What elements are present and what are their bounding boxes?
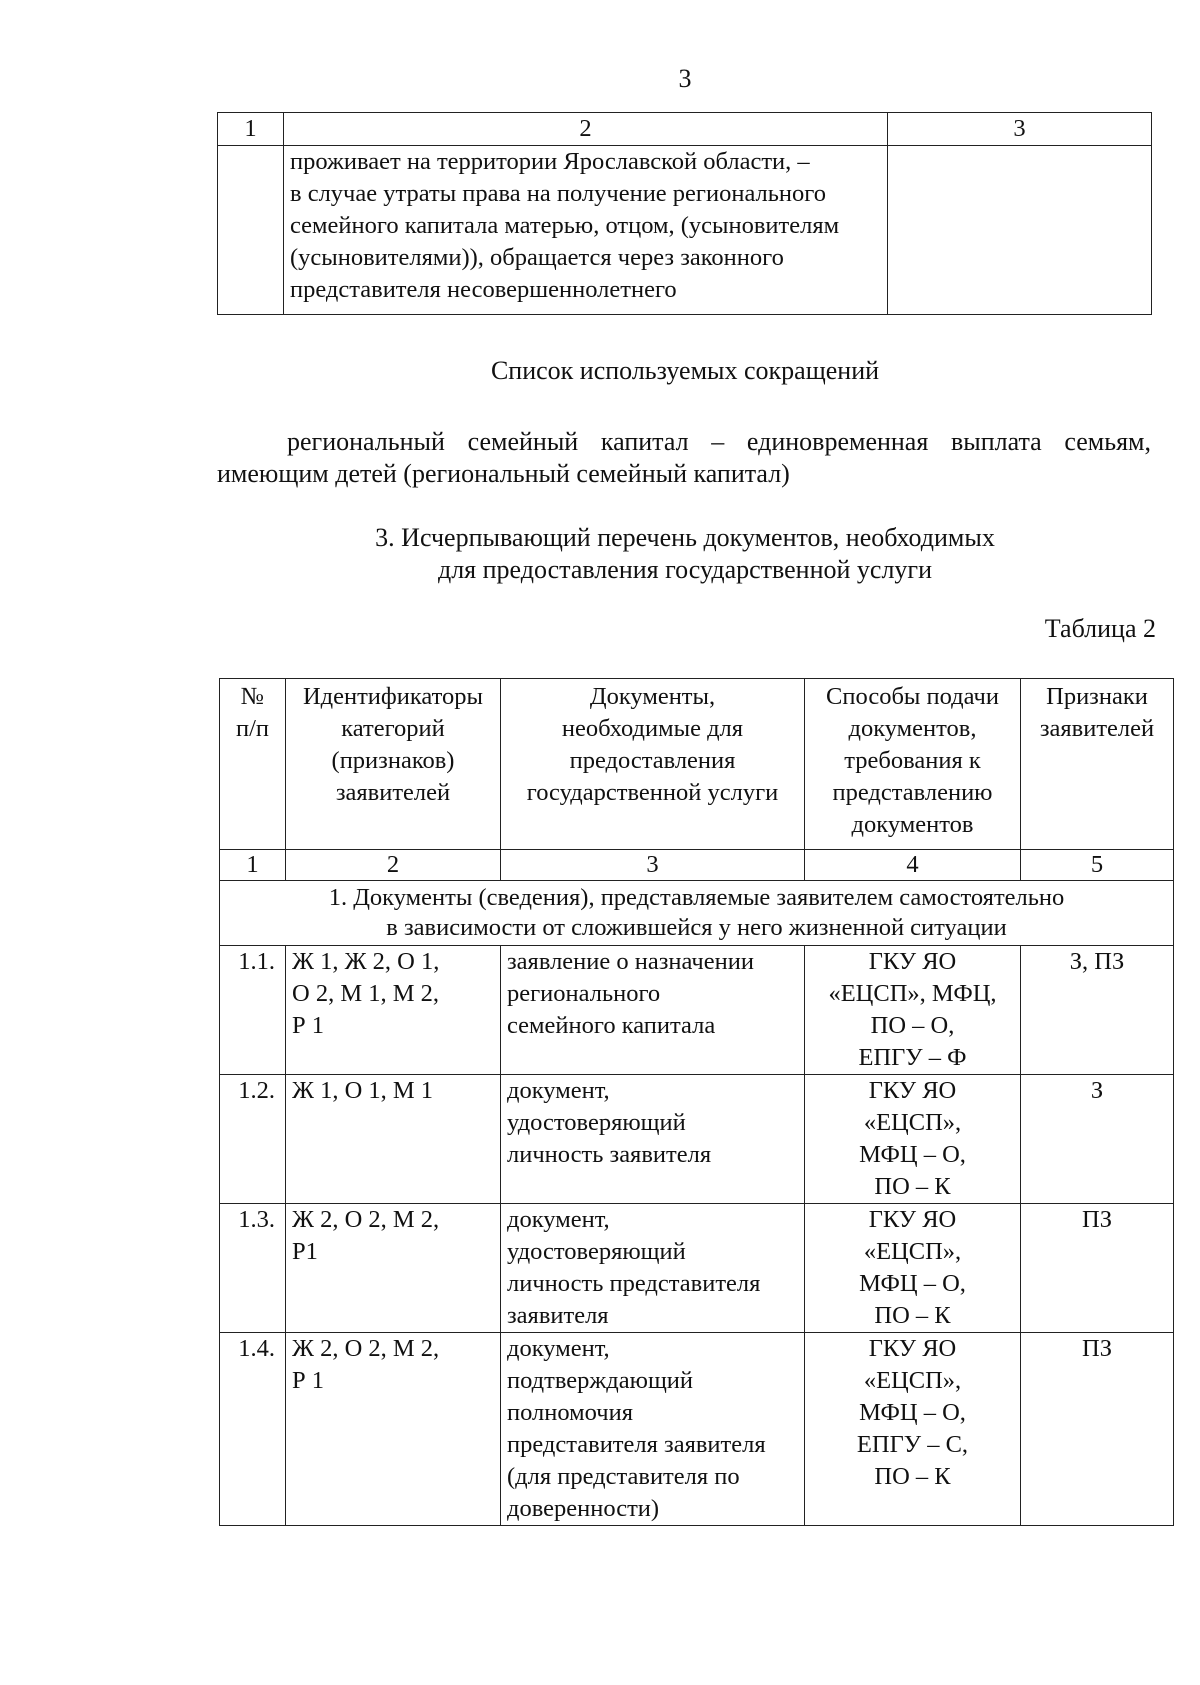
header-line: заявителей <box>335 779 451 806</box>
column-header-identifiers <box>286 679 501 850</box>
cell-line: «ЕЦСП», <box>863 1367 962 1394</box>
cell-line: МФЦ – О, <box>859 1141 966 1168</box>
cell-line: документ, <box>507 1077 610 1104</box>
cell-line: МФЦ – О, <box>859 1270 966 1297</box>
text-line: проживает на территории Ярославской области, – <box>290 148 810 175</box>
header-cell: 2 <box>284 113 888 146</box>
table-header-row <box>218 113 1152 146</box>
table-row <box>220 946 1174 1075</box>
row-signs: ПЗ <box>1021 1204 1174 1333</box>
definition-text: региональный семейный капитал – единовременная выплата семьям, имеющим детей (региональный семейный капитал) <box>217 427 1151 488</box>
column-number: 1 <box>220 850 286 881</box>
cell-line: личность представителя <box>507 1270 761 1297</box>
cell-line: ГКУ ЯО <box>868 1206 957 1233</box>
cell-line: Ж 1, О 1, М 1 <box>292 1077 434 1104</box>
cell-line: заявителя <box>507 1302 609 1329</box>
page-number: 3 <box>678 64 692 93</box>
column-number: 2 <box>286 850 501 881</box>
header-line: государственной услуги <box>526 779 779 806</box>
cell-line: «ЕЦСП», <box>863 1109 962 1136</box>
heading-line: 3. Исчерпывающий перечень документов, необходимых <box>375 523 995 552</box>
cell-line: полномочия <box>507 1399 633 1426</box>
row-number: 1.1. <box>220 946 286 1075</box>
header-line: заявителей <box>1039 715 1155 742</box>
cell-line: ГКУ ЯО <box>868 1077 957 1104</box>
text-line: (усыновителями)), обращается через законного <box>290 244 784 271</box>
section-title <box>220 881 1174 946</box>
row-submission <box>805 946 1021 1075</box>
column-header-row <box>220 679 1174 850</box>
row-submission <box>805 1075 1021 1204</box>
row-document <box>501 1075 805 1204</box>
row-signs: ПЗ <box>1021 1333 1174 1526</box>
cell-line: Ж 2, О 2, М 2, <box>292 1206 440 1233</box>
header-line: (признаков) <box>331 747 455 774</box>
cell-line: ПО – К <box>874 1173 951 1200</box>
documents-table <box>219 678 1174 1526</box>
cell-line: заявление о назначении <box>507 948 754 975</box>
cell-line: ПО – О, <box>870 1012 955 1039</box>
table-cell-text <box>284 146 888 315</box>
text-line: семейного капитала матерью, отцом, (усыновителям <box>290 212 840 239</box>
header-line: Признаки <box>1046 683 1148 710</box>
column-header-number <box>220 679 286 850</box>
column-number-row <box>220 850 1174 881</box>
row-submission <box>805 1333 1021 1526</box>
section-title-line: в зависимости от сложившейся у него жизненной ситуации <box>386 914 1007 941</box>
table-row <box>220 1204 1174 1333</box>
section-title-row <box>220 881 1174 946</box>
text-line: представителя несовершеннолетнего <box>290 276 677 303</box>
header-line: необходимые для <box>561 715 744 742</box>
cell-line: документ, <box>507 1206 610 1233</box>
header-line: № <box>240 683 265 710</box>
column-header-documents <box>501 679 805 850</box>
header-line: Идентификаторы <box>302 683 484 710</box>
row-submission <box>805 1204 1021 1333</box>
table-cell <box>218 146 284 315</box>
cell-line: Р 1 <box>292 1012 325 1039</box>
header-line: представлению <box>832 779 993 806</box>
header-line: Документы, <box>589 683 716 710</box>
section-heading <box>0 522 1200 586</box>
cell-line: Ж 2, О 2, М 2, <box>292 1335 440 1362</box>
cell-line: документ, <box>507 1335 610 1362</box>
cell-line: «ЕЦСП», МФЦ, <box>828 980 997 1007</box>
row-signs: З, ПЗ <box>1021 946 1174 1075</box>
cell-line: Р1 <box>292 1238 318 1265</box>
section-title-line: 1. Документы (сведения), представляемые заявителем самостоятельно <box>328 884 1065 911</box>
cell-line: личность заявителя <box>507 1141 712 1168</box>
row-document <box>501 1333 805 1526</box>
column-header-submission <box>805 679 1021 850</box>
table-row <box>220 1075 1174 1204</box>
cell-line: ПО – К <box>874 1463 951 1490</box>
header-line: п/п <box>235 715 270 742</box>
abbreviations-title: Список используемых сокращений <box>490 356 880 385</box>
cell-line: (для представителя по <box>507 1463 740 1490</box>
row-document <box>501 946 805 1075</box>
cell-line: удостоверяющий <box>507 1238 686 1265</box>
cell-line: регионального <box>507 980 661 1007</box>
continuation-table <box>217 112 1152 315</box>
row-signs: З <box>1021 1075 1174 1204</box>
row-number: 1.4. <box>220 1333 286 1526</box>
abbreviations-definition <box>217 426 1151 490</box>
table-cell <box>888 146 1152 315</box>
cell-line: О 2, М 1, М 2, <box>292 980 440 1007</box>
cell-line: представителя заявителя <box>507 1431 766 1458</box>
column-number: 4 <box>805 850 1021 881</box>
header-cell: 1 <box>218 113 284 146</box>
row-identifiers <box>286 1075 501 1204</box>
cell-line: ПО – К <box>874 1302 951 1329</box>
row-number: 1.2. <box>220 1075 286 1204</box>
cell-line: доверенности) <box>507 1495 660 1522</box>
cell-line: ЕПГУ – С, <box>856 1431 969 1458</box>
header-line: документов <box>851 811 974 838</box>
cell-line: ГКУ ЯО <box>868 948 957 975</box>
text-line: в случае утраты права на получение регионального <box>290 180 826 207</box>
row-identifiers <box>286 1333 501 1526</box>
cell-line: подтверждающий <box>507 1367 694 1394</box>
cell-line: Ж 1, Ж 2, О 1, <box>292 948 440 975</box>
cell-line: ГКУ ЯО <box>868 1335 957 1362</box>
table-label: Таблица 2 <box>1044 614 1156 643</box>
row-number: 1.3. <box>220 1204 286 1333</box>
header-cell: 3 <box>888 113 1152 146</box>
table-row <box>218 146 1152 315</box>
cell-line: Р 1 <box>292 1367 325 1394</box>
table-row <box>220 1333 1174 1526</box>
column-number: 3 <box>501 850 805 881</box>
header-line: требования к <box>844 747 981 774</box>
column-number: 5 <box>1021 850 1174 881</box>
cell-line: семейного капитала <box>507 1012 716 1039</box>
row-identifiers <box>286 1204 501 1333</box>
header-line: Способы подачи <box>826 683 999 710</box>
row-identifiers <box>286 946 501 1075</box>
header-line: категорий <box>341 715 445 742</box>
cell-line: ЕПГУ – Ф <box>858 1044 967 1071</box>
heading-line: для предоставления государственной услуги <box>437 555 933 584</box>
row-document <box>501 1204 805 1333</box>
cell-line: МФЦ – О, <box>859 1399 966 1426</box>
cell-line: «ЕЦСП», <box>863 1238 962 1265</box>
column-header-signs <box>1021 679 1174 850</box>
cell-line: удостоверяющий <box>507 1109 686 1136</box>
header-line: предоставления <box>569 747 736 774</box>
header-line: документов, <box>848 715 977 742</box>
